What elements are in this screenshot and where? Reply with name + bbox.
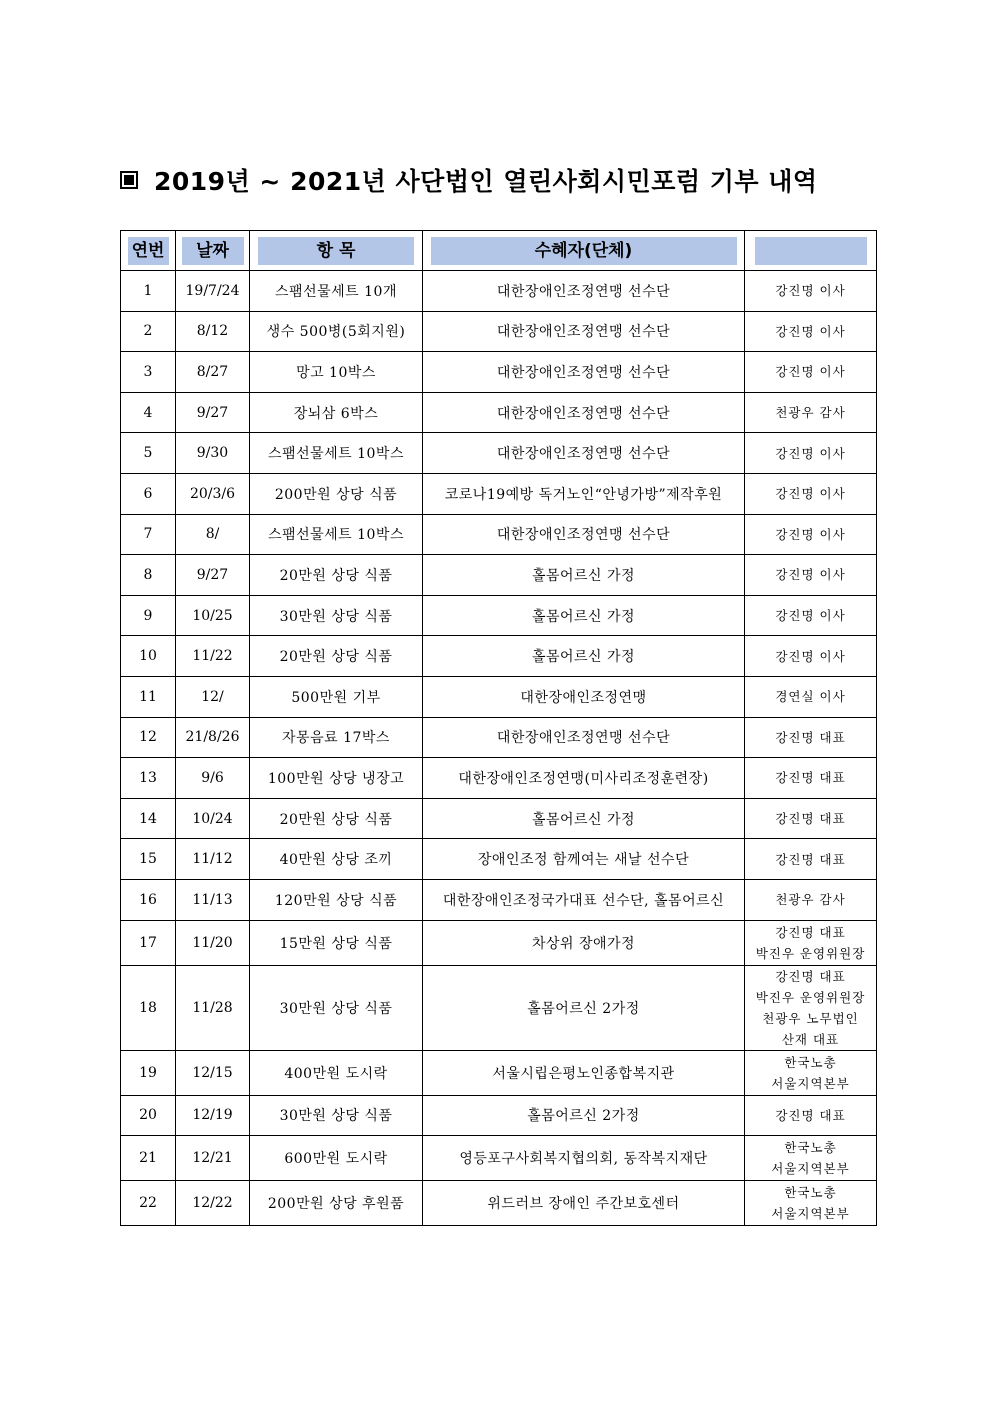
row-recipient: 홀몸어르신 2가정 xyxy=(423,1095,745,1136)
donor-line: 강진명 대표 xyxy=(775,1107,846,1123)
table-row xyxy=(121,555,877,596)
row-item: 20만원 상당 식품 xyxy=(250,798,423,839)
row-number: 13 xyxy=(121,758,176,799)
table-row xyxy=(121,839,877,880)
row-item: 스팸선물세트 10박스 xyxy=(250,514,423,555)
row-donor xyxy=(745,636,877,677)
table-row xyxy=(121,595,877,636)
row-recipient: 대한장애인조정연맹 xyxy=(423,676,745,717)
row-number: 4 xyxy=(121,392,176,433)
row-donor xyxy=(745,1050,877,1095)
row-item: 스팸선물세트 10개 xyxy=(250,271,423,312)
donor-line: 강진명 대표 xyxy=(775,968,846,984)
donor-line: 강진명 이사 xyxy=(775,364,846,380)
row-item: 망고 10박스 xyxy=(250,352,423,393)
row-donor xyxy=(745,1095,877,1136)
row-number: 22 xyxy=(121,1181,176,1226)
row-date: 11/12 xyxy=(176,839,250,880)
row-item: 30만원 상당 식품 xyxy=(250,595,423,636)
row-donor xyxy=(745,798,877,839)
row-item: 200만원 상당 식품 xyxy=(250,473,423,514)
row-recipient: 대한장애인조정연맹 선수단 xyxy=(423,514,745,555)
row-date: 10/24 xyxy=(176,798,250,839)
header-item: 항 목 xyxy=(250,231,423,271)
donor-line: 강진명 대표 xyxy=(775,924,846,940)
donor-line: 서울지역본부 xyxy=(771,1161,850,1177)
donor-line: 강진명 이사 xyxy=(775,608,846,624)
row-donor xyxy=(745,311,877,352)
row-number: 18 xyxy=(121,965,176,1050)
table-row xyxy=(121,717,877,758)
row-recipient: 홀몸어르신 가정 xyxy=(423,798,745,839)
table-row xyxy=(121,1136,877,1181)
table-header-row xyxy=(121,231,877,271)
header-donor xyxy=(745,231,877,271)
square-bullet-icon xyxy=(120,171,138,189)
row-recipient: 차상위 장애가정 xyxy=(423,920,745,965)
row-date: 12/ xyxy=(176,676,250,717)
row-date: 12/19 xyxy=(176,1095,250,1136)
donor-line: 천광우 노무법인 xyxy=(762,1010,859,1026)
row-date: 9/6 xyxy=(176,758,250,799)
row-recipient: 영등포구사회복지협의회, 동작복지재단 xyxy=(423,1136,745,1181)
row-date: 8/27 xyxy=(176,352,250,393)
row-number: 1 xyxy=(121,271,176,312)
row-date: 19/7/24 xyxy=(176,271,250,312)
row-recipient: 대한장애인조정국가대표 선수단, 홀몸어르신 xyxy=(423,879,745,920)
table-row xyxy=(121,311,877,352)
table-row xyxy=(121,965,877,1050)
row-item: 20만원 상당 식품 xyxy=(250,555,423,596)
row-number: 11 xyxy=(121,676,176,717)
table-row xyxy=(121,879,877,920)
row-donor xyxy=(745,595,877,636)
row-date: 20/3/6 xyxy=(176,473,250,514)
row-item: 스팸선물세트 10박스 xyxy=(250,433,423,474)
row-donor xyxy=(745,839,877,880)
row-donor xyxy=(745,965,877,1050)
table-row xyxy=(121,1181,877,1226)
row-date: 11/13 xyxy=(176,879,250,920)
donor-line: 서울지역본부 xyxy=(771,1206,850,1222)
row-donor xyxy=(745,271,877,312)
header-number: 연번 xyxy=(121,231,176,271)
row-donor xyxy=(745,555,877,596)
row-number: 10 xyxy=(121,636,176,677)
donation-table xyxy=(120,230,877,1226)
donor-line: 한국노총 xyxy=(784,1140,837,1156)
row-recipient: 대한장애인조정연맹 선수단 xyxy=(423,392,745,433)
row-recipient: 홀몸어르신 2가정 xyxy=(423,965,745,1050)
donor-line: 박진우 운영위원장 xyxy=(755,945,866,961)
donor-line: 박진우 운영위원장 xyxy=(755,989,866,1005)
row-donor xyxy=(745,433,877,474)
row-item: 생수 500병(5회지원) xyxy=(250,311,423,352)
row-recipient: 대한장애인조정연맹 선수단 xyxy=(423,352,745,393)
row-number: 12 xyxy=(121,717,176,758)
row-donor xyxy=(745,514,877,555)
row-recipient: 장애인조정 함께여는 새날 선수단 xyxy=(423,839,745,880)
row-number: 9 xyxy=(121,595,176,636)
table-row xyxy=(121,758,877,799)
table-row xyxy=(121,636,877,677)
header-recipient: 수혜자(단체) xyxy=(423,231,745,271)
page-title-text: 2019년 ~ 2021년 사단법인 열린사회시민포럼 기부 내역 xyxy=(154,167,818,196)
row-date: 11/22 xyxy=(176,636,250,677)
row-donor xyxy=(745,1181,877,1226)
table-row xyxy=(121,676,877,717)
row-donor xyxy=(745,879,877,920)
donor-line: 경연실 이사 xyxy=(775,689,846,705)
row-item: 30만원 상당 식품 xyxy=(250,965,423,1050)
row-recipient: 홀몸어르신 가정 xyxy=(423,595,745,636)
row-date: 8/12 xyxy=(176,311,250,352)
row-donor xyxy=(745,717,877,758)
donor-line: 강진명 이사 xyxy=(775,323,846,339)
row-donor xyxy=(745,392,877,433)
row-date: 11/28 xyxy=(176,965,250,1050)
donor-line: 서울지역본부 xyxy=(771,1075,850,1091)
row-recipient: 대한장애인조정연맹 선수단 xyxy=(423,311,745,352)
row-recipient: 코로나19예방 독거노인“안녕가방”제작후원 xyxy=(423,473,745,514)
row-item: 20만원 상당 식품 xyxy=(250,636,423,677)
table-row xyxy=(121,920,877,965)
row-number: 2 xyxy=(121,311,176,352)
row-number: 14 xyxy=(121,798,176,839)
row-donor xyxy=(745,1136,877,1181)
donor-line: 강진명 대표 xyxy=(775,811,846,827)
row-donor xyxy=(745,758,877,799)
row-item: 600만원 도시락 xyxy=(250,1136,423,1181)
donor-line: 강진명 대표 xyxy=(775,851,846,867)
table-row xyxy=(121,433,877,474)
table-row xyxy=(121,1050,877,1095)
row-donor xyxy=(745,676,877,717)
donor-line: 강진명 이사 xyxy=(775,648,846,664)
row-recipient: 대한장애인조정연맹 선수단 xyxy=(423,433,745,474)
row-recipient: 홀몸어르신 가정 xyxy=(423,555,745,596)
row-number: 7 xyxy=(121,514,176,555)
row-number: 17 xyxy=(121,920,176,965)
donor-line: 한국노총 xyxy=(784,1185,837,1201)
table-row xyxy=(121,392,877,433)
row-number: 21 xyxy=(121,1136,176,1181)
table-body xyxy=(121,271,877,1226)
row-date: 8/ xyxy=(176,514,250,555)
row-date: 12/22 xyxy=(176,1181,250,1226)
row-number: 15 xyxy=(121,839,176,880)
row-number: 6 xyxy=(121,473,176,514)
row-recipient: 위드러브 장애인 주간보호센터 xyxy=(423,1181,745,1226)
row-number: 3 xyxy=(121,352,176,393)
row-item: 40만원 상당 조끼 xyxy=(250,839,423,880)
row-date: 10/25 xyxy=(176,595,250,636)
row-item: 100만원 상당 냉장고 xyxy=(250,758,423,799)
page-title xyxy=(120,160,818,200)
donor-line: 강진명 대표 xyxy=(775,770,846,786)
row-date: 21/8/26 xyxy=(176,717,250,758)
row-donor xyxy=(745,473,877,514)
donor-line: 강진명 이사 xyxy=(775,526,846,542)
row-date: 9/27 xyxy=(176,555,250,596)
row-date: 9/27 xyxy=(176,392,250,433)
row-item: 400만원 도시락 xyxy=(250,1050,423,1095)
table-row xyxy=(121,798,877,839)
row-item: 200만원 상당 후원품 xyxy=(250,1181,423,1226)
row-item: 15만원 상당 식품 xyxy=(250,920,423,965)
row-recipient: 대한장애인조정연맹(미사리조정훈련장) xyxy=(423,758,745,799)
row-recipient: 대한장애인조정연맹 선수단 xyxy=(423,717,745,758)
row-recipient: 서울시립은평노인종합복지관 xyxy=(423,1050,745,1095)
row-number: 8 xyxy=(121,555,176,596)
donor-line: 한국노총 xyxy=(784,1054,837,1070)
donor-line: 산재 대표 xyxy=(781,1031,840,1047)
row-item: 120만원 상당 식품 xyxy=(250,879,423,920)
donor-line: 강진명 대표 xyxy=(775,729,846,745)
row-date: 12/21 xyxy=(176,1136,250,1181)
table-row xyxy=(121,271,877,312)
row-donor xyxy=(745,352,877,393)
row-number: 19 xyxy=(121,1050,176,1095)
table-row xyxy=(121,352,877,393)
row-date: 9/30 xyxy=(176,433,250,474)
table-row xyxy=(121,514,877,555)
row-number: 16 xyxy=(121,879,176,920)
row-date: 12/15 xyxy=(176,1050,250,1095)
row-date: 11/20 xyxy=(176,920,250,965)
row-recipient: 홀몸어르신 가정 xyxy=(423,636,745,677)
donor-line: 강진명 이사 xyxy=(775,486,846,502)
row-number: 20 xyxy=(121,1095,176,1136)
table-row xyxy=(121,473,877,514)
row-number: 5 xyxy=(121,433,176,474)
donor-line: 강진명 이사 xyxy=(775,283,846,299)
table-row xyxy=(121,1095,877,1136)
row-item: 장뇌삼 6박스 xyxy=(250,392,423,433)
donor-line: 강진명 이사 xyxy=(775,445,846,461)
row-item: 30만원 상당 식품 xyxy=(250,1095,423,1136)
donor-line: 천광우 감사 xyxy=(775,405,846,421)
donor-line: 천광우 감사 xyxy=(775,892,846,908)
donor-line: 강진명 이사 xyxy=(775,567,846,583)
row-donor xyxy=(745,920,877,965)
row-item: 자몽음료 17박스 xyxy=(250,717,423,758)
header-date: 날짜 xyxy=(176,231,250,271)
row-item: 500만원 기부 xyxy=(250,676,423,717)
row-recipient: 대한장애인조정연맹 선수단 xyxy=(423,271,745,312)
